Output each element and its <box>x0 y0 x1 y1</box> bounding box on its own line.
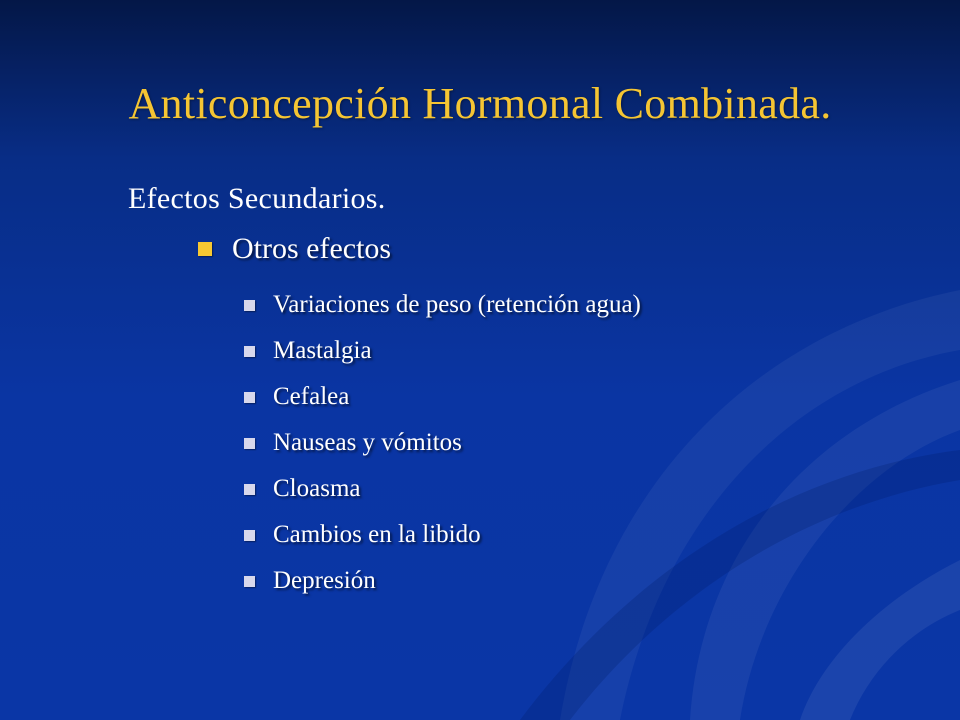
list-item <box>244 466 641 512</box>
list-item <box>244 374 641 420</box>
list-item-label: Cloasma <box>273 475 361 502</box>
list-item <box>244 558 641 604</box>
bullet-item-level1 <box>198 232 391 266</box>
list-item-label: Mastalgia <box>273 337 372 364</box>
list-item-label: Nauseas y vómitos <box>273 429 462 456</box>
square-bullet-icon <box>244 300 255 311</box>
square-bullet-icon <box>244 346 255 357</box>
list-item <box>244 512 641 558</box>
square-bullet-icon <box>244 576 255 587</box>
square-bullet-icon <box>198 242 212 256</box>
list-item <box>244 282 641 328</box>
square-bullet-icon <box>244 392 255 403</box>
square-bullet-icon <box>244 530 255 541</box>
sub-bullet-list <box>244 282 641 604</box>
list-item <box>244 328 641 374</box>
list-item-label: Variaciones de peso (retención agua) <box>273 291 641 318</box>
list-item-label: Cefalea <box>273 383 350 410</box>
list-item-label: Depresión <box>273 567 376 594</box>
bullet-label: Otros efectos <box>232 232 392 265</box>
square-bullet-icon <box>244 484 255 495</box>
list-item-label: Cambios en la libido <box>273 521 481 548</box>
square-bullet-icon <box>244 438 255 449</box>
slide-title: Anticoncepción Hormonal Combinada. <box>128 79 832 128</box>
list-item <box>244 420 641 466</box>
slide-subtitle: Efectos Secundarios. <box>128 182 386 215</box>
